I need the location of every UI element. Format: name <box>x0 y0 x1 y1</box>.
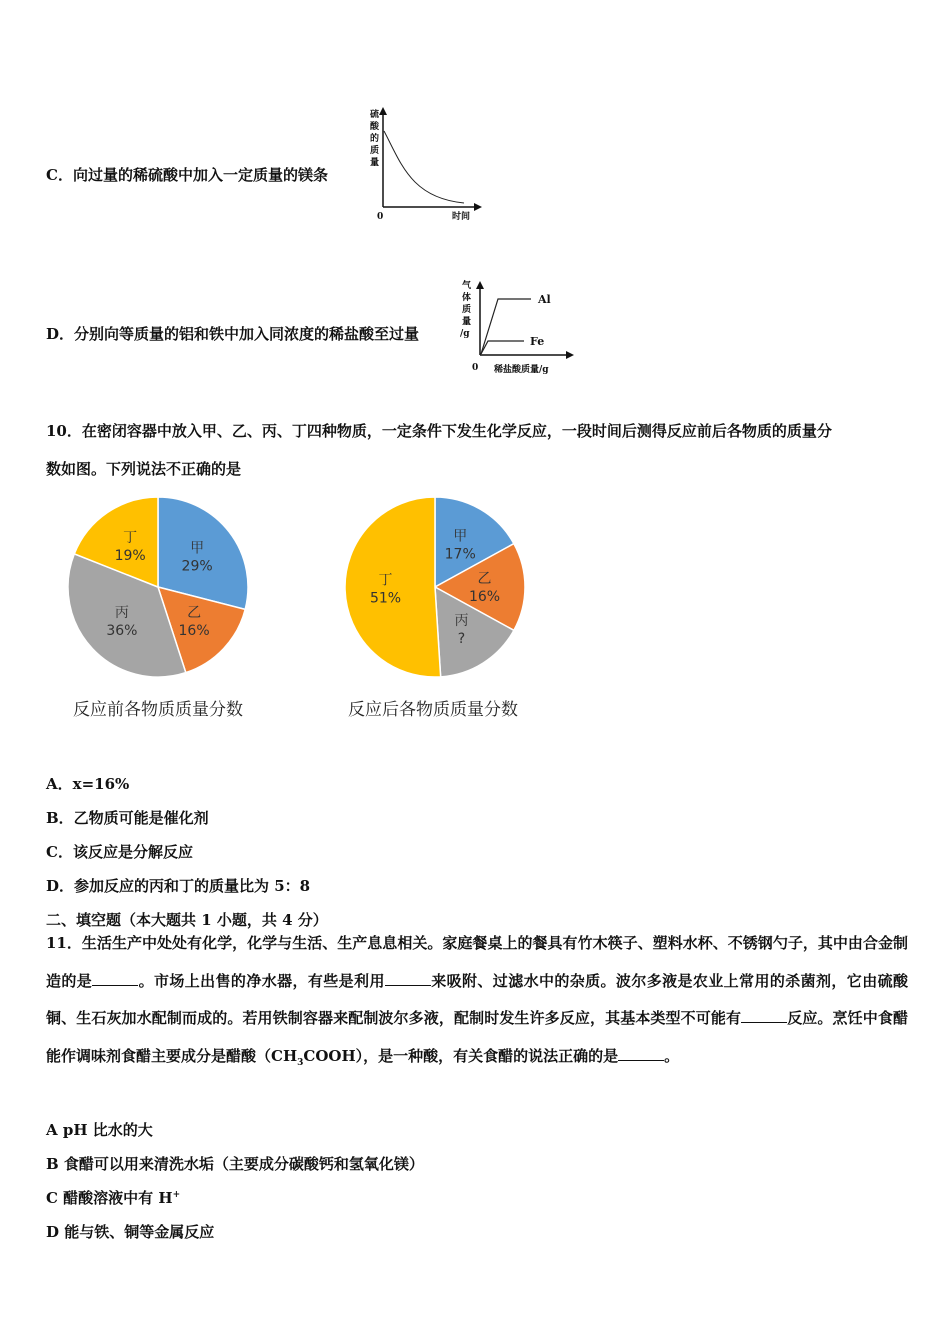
graph-d-origin: 0 <box>472 363 479 373</box>
q11-option-a: A pH 比水的大 <box>46 1121 153 1139</box>
pie-before <box>68 497 248 677</box>
q10-option-b: B．乙物质可能是催化剂 <box>46 809 209 827</box>
q10-option-c: C．该反应是分解反应 <box>46 843 193 861</box>
graph-d <box>456 276 581 378</box>
pie-slice-name: 乙 <box>477 571 492 587</box>
pie-slice-name: 甲 <box>190 540 205 557</box>
graph-d-fe-label: Fe <box>530 335 545 348</box>
q11-option-d: D 能与铁、铜等金属反应 <box>46 1223 215 1241</box>
q11-subscript: 3 <box>297 1057 304 1068</box>
pie-before-title: 反应前各物质质量分数 <box>73 700 243 720</box>
graph-d-y-char: 气 <box>462 281 472 291</box>
option-d <box>46 323 419 344</box>
pie-slice-value: 19% <box>114 548 146 565</box>
pie-charts <box>40 495 560 730</box>
graph-c-y-label <box>370 108 380 168</box>
pie-slice-name: 甲 <box>453 528 468 545</box>
q11-option-c-sup: + <box>172 1190 181 1200</box>
pie-slice-name: 乙 <box>187 604 202 621</box>
pie-after-title: 反应后各物质质量分数 <box>348 700 518 720</box>
pie-after <box>345 497 525 677</box>
graph-d-y-arrow <box>476 281 484 289</box>
option-d-letter: D． <box>46 325 75 343</box>
option-c-text: 向过量的稀硫酸中加入一定质量的镁条 <box>72 166 328 184</box>
answer-blank-2[interactable] <box>385 971 431 986</box>
q11-option-c <box>46 1187 180 1208</box>
graph-c-y-char: 硫 <box>370 110 380 120</box>
q11-part3: 来吸附、过滤水中的杂质。波尔多液是农业上常用的杀菌剂，它由硫酸铜、生石灰加水配制而成的。若用铁制容器来配制波尔多液，配制时发生许多反应，其基本类型不可能有 <box>46 971 908 1027</box>
pie-slice-name: 丁 <box>378 572 393 589</box>
graph-c-y-char: 的 <box>370 134 380 144</box>
graph-d-fe-line <box>481 341 524 354</box>
q11-paragraph <box>46 925 908 1082</box>
graph-c-origin: 0 <box>377 212 384 222</box>
answer-blank-3[interactable] <box>741 1008 787 1023</box>
pie-slice-value: 16% <box>178 622 210 639</box>
graph-d-al-line <box>481 299 531 354</box>
pie-slice-value: 51% <box>369 590 402 607</box>
q10-line1: 10．在密闭容器中放入甲、乙、丙、丁四种物质，一定条件下发生化学反应，一段时间后测得反应前后各物质的质量分 <box>46 422 832 440</box>
option-c-letter: C． <box>46 166 73 184</box>
section-heading: 二、填空题（本大题共 1 小题，共 4 分） <box>46 911 328 929</box>
q10-line2: 数如图。下列说法不正确的是 <box>46 460 242 478</box>
q11-part4: 反应。烹饪中食醋能作调味剂食醋主要成分是醋酸（CH <box>46 1009 908 1065</box>
pie-slice-value: 17% <box>444 546 476 563</box>
graph-d-y-char: 体 <box>462 293 472 303</box>
graph-d-x-arrow <box>566 351 574 359</box>
q11-option-b: B 食醋可以用来清洗水垢（主要成分碳酸钙和氢氧化镁） <box>46 1155 424 1173</box>
graph-c-y-char: 酸 <box>370 122 380 132</box>
graph-c-y-arrow <box>379 107 387 115</box>
answer-blank-1[interactable] <box>92 971 138 986</box>
graph-c-x-arrow <box>474 203 482 211</box>
pie-slice-value: 36% <box>106 622 138 639</box>
graph-d-y-char: /g <box>460 329 470 339</box>
q10-option-d: D．参加反应的丙和丁的质量比为 5：8 <box>46 877 311 895</box>
pie-slice-value: ? <box>457 630 466 647</box>
graph-d-y-label <box>460 279 472 339</box>
q11-part1: 11．生活生产中处处有化学，化学与生活、生产息息相关。家庭餐桌上的餐具有竹木筷子、塑料水杯、不锈钢勺子，其中由合金制造的是 <box>46 934 908 990</box>
graph-c-curve <box>384 131 464 203</box>
pie-slice-name: 丙 <box>454 612 469 629</box>
pie-slice-name: 丁 <box>123 530 138 547</box>
graph-d-al-label: Al <box>538 293 551 306</box>
option-d-text: 分别向等质量的铝和铁中加入同浓度的稀盐酸至过量 <box>74 325 420 343</box>
graph-d-y-char: 质 <box>462 305 472 315</box>
q11-part2: 。市场上出售的净水器，有些是利用 <box>138 971 385 990</box>
graph-d-x-label: 稀盐酸质量/g <box>494 365 549 375</box>
q11-option-c-text: C 醋酸溶液中有 H <box>46 1189 173 1207</box>
option-c <box>46 164 328 185</box>
graph-d-y-char: 量 <box>462 317 472 327</box>
graph-c-y-char: 质 <box>370 146 380 156</box>
graph-c-y-char: 量 <box>370 158 380 168</box>
pie-slice-value: 16% <box>468 589 501 605</box>
graph-c-x-label: 时间 <box>452 212 471 222</box>
q10-option-a: A．x=16% <box>46 775 130 793</box>
q11-part5: COOH），是一种酸，有关食醋的说法正确的是 <box>303 1046 619 1065</box>
graph-c <box>356 103 486 225</box>
answer-blank-4[interactable] <box>618 1046 664 1061</box>
q11-part6: 。 <box>664 1046 680 1065</box>
pie-slice-after-3 <box>345 497 441 677</box>
pie-slice-name: 丙 <box>114 604 129 621</box>
pie-slice-value: 29% <box>181 558 213 575</box>
